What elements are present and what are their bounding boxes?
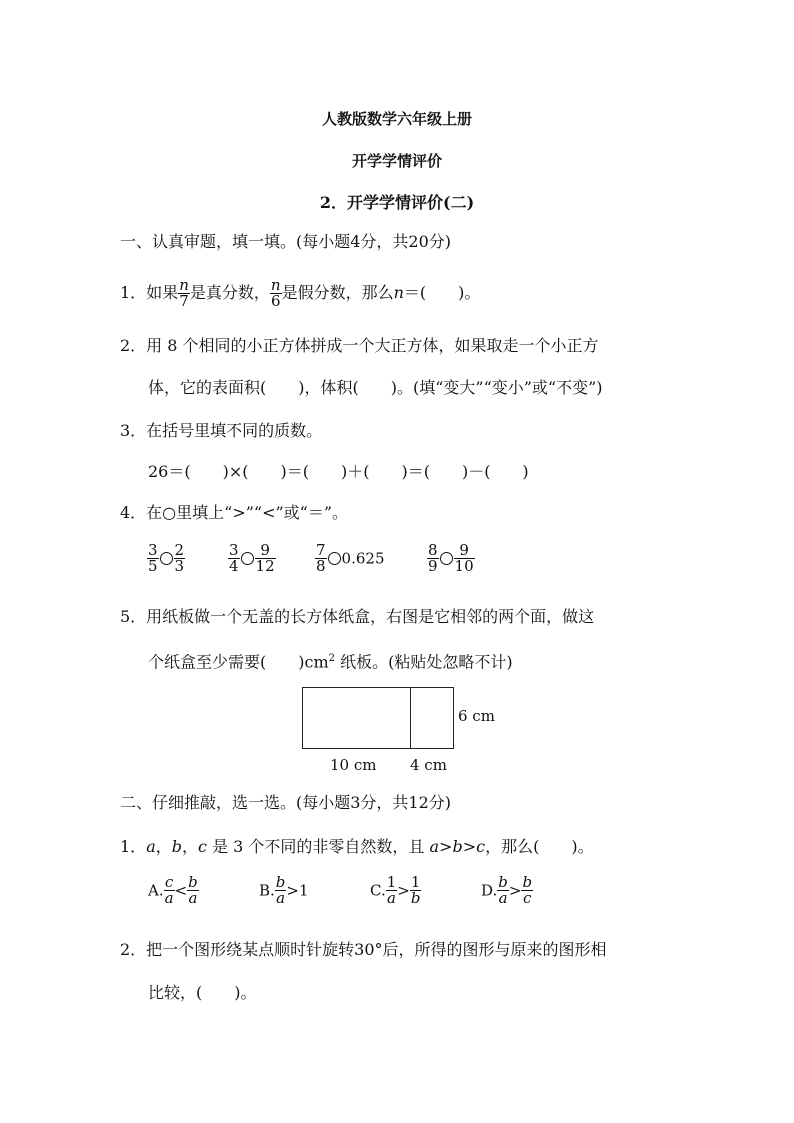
section-title: 2．开学学情评价(二) bbox=[319, 193, 475, 212]
label-height: 6 cm bbox=[458, 707, 495, 725]
circle-blank[interactable] bbox=[241, 552, 254, 565]
question-1-1 bbox=[120, 278, 480, 309]
question-1-3-line2: 26＝( )×( )＝( )＋( )＝( )－( ) bbox=[148, 462, 529, 481]
q1-number: 1． bbox=[120, 283, 147, 302]
compare-item-3: $\frac{7}{8}$ 0.625 bbox=[316, 541, 385, 575]
q1-prefix: 如果 bbox=[146, 283, 179, 302]
face-rect-4cm bbox=[409, 687, 454, 749]
face-rect-10cm bbox=[302, 687, 411, 749]
question-1-5-line1: 5．用纸板做一个无盖的长方体纸盒，右图是它相邻的两个面，做这 bbox=[120, 607, 595, 626]
question-2-2-line1: 2．把一个图形绕某点顺时针旋转30°后，所得的图形与原来的图形相 bbox=[120, 940, 607, 959]
compare-item-2: $\frac{3}{4}$ $\frac{9}{12}$ bbox=[229, 541, 275, 575]
circle-blank[interactable] bbox=[328, 552, 341, 565]
label-width-10: 10 cm bbox=[330, 756, 377, 774]
question-1-5-line2: 个纸盒至少需要( )$cm^2$ 纸板。(粘贴处忽略不计) bbox=[148, 652, 513, 672]
option-b[interactable]: B. $\frac{b}{a}$ >1 bbox=[259, 873, 309, 907]
option-d[interactable]: D. $\frac{b}{a}$ > $\frac{b}{c}$ bbox=[481, 873, 533, 907]
q1-end: ＝( )。 bbox=[403, 283, 481, 302]
page-title: 人教版数学六年级上册 bbox=[321, 110, 472, 128]
question-1-2-line1: 2．用 8 个相同的小正方体拼成一个大正方体，如果取走一个小正方 bbox=[120, 336, 599, 355]
section1-heading: 一、认真审题，填一填。(每小题4分，共20分) bbox=[120, 232, 452, 251]
compare-item-4: $\frac{8}{9}$ $\frac{9}{10}$ bbox=[428, 541, 474, 575]
question-1-2-line2: 体，它的表面积( )，体积( )。(填“变大”“变小”或“不变”) bbox=[148, 378, 603, 397]
q1-suffix: 是假分数，那么 bbox=[281, 283, 394, 302]
compare-item-1: $\frac{3}{5}$ $\frac{2}{3}$ bbox=[148, 541, 185, 575]
fraction-n-over-7: $\frac{n}{7}$ bbox=[179, 276, 189, 310]
circle-blank[interactable] bbox=[440, 552, 453, 565]
circle-blank[interactable] bbox=[160, 552, 173, 565]
q1-var: n bbox=[393, 283, 404, 302]
fraction-n-over-6: $\frac{n}{6}$ bbox=[270, 276, 281, 310]
question-1-4-line1: 4．在○里填上“>”“<”或“＝”。 bbox=[120, 503, 349, 522]
section2-heading: 二、仔细推敲，选一选。(每小题3分，共12分) bbox=[120, 793, 452, 812]
page-subtitle: 开学学情评价 bbox=[351, 152, 442, 170]
option-a[interactable]: A. $\frac{c}{a}$ < $\frac{b}{a}$ bbox=[148, 873, 198, 907]
question-1-3-line1: 3．在括号里填不同的质数。 bbox=[120, 421, 323, 440]
q1-mid: 是真分数， bbox=[189, 283, 270, 302]
label-width-4: 4 cm bbox=[410, 756, 447, 774]
question-2-1: 1．a，b，c 是 3 个不同的非零自然数，且 a>b>c，那么( )。 bbox=[120, 837, 594, 856]
option-c[interactable]: C. $\frac{1}{a}$ > $\frac{1}{b}$ bbox=[370, 873, 421, 907]
question-2-2-line2: 比较，( )。 bbox=[148, 983, 257, 1002]
